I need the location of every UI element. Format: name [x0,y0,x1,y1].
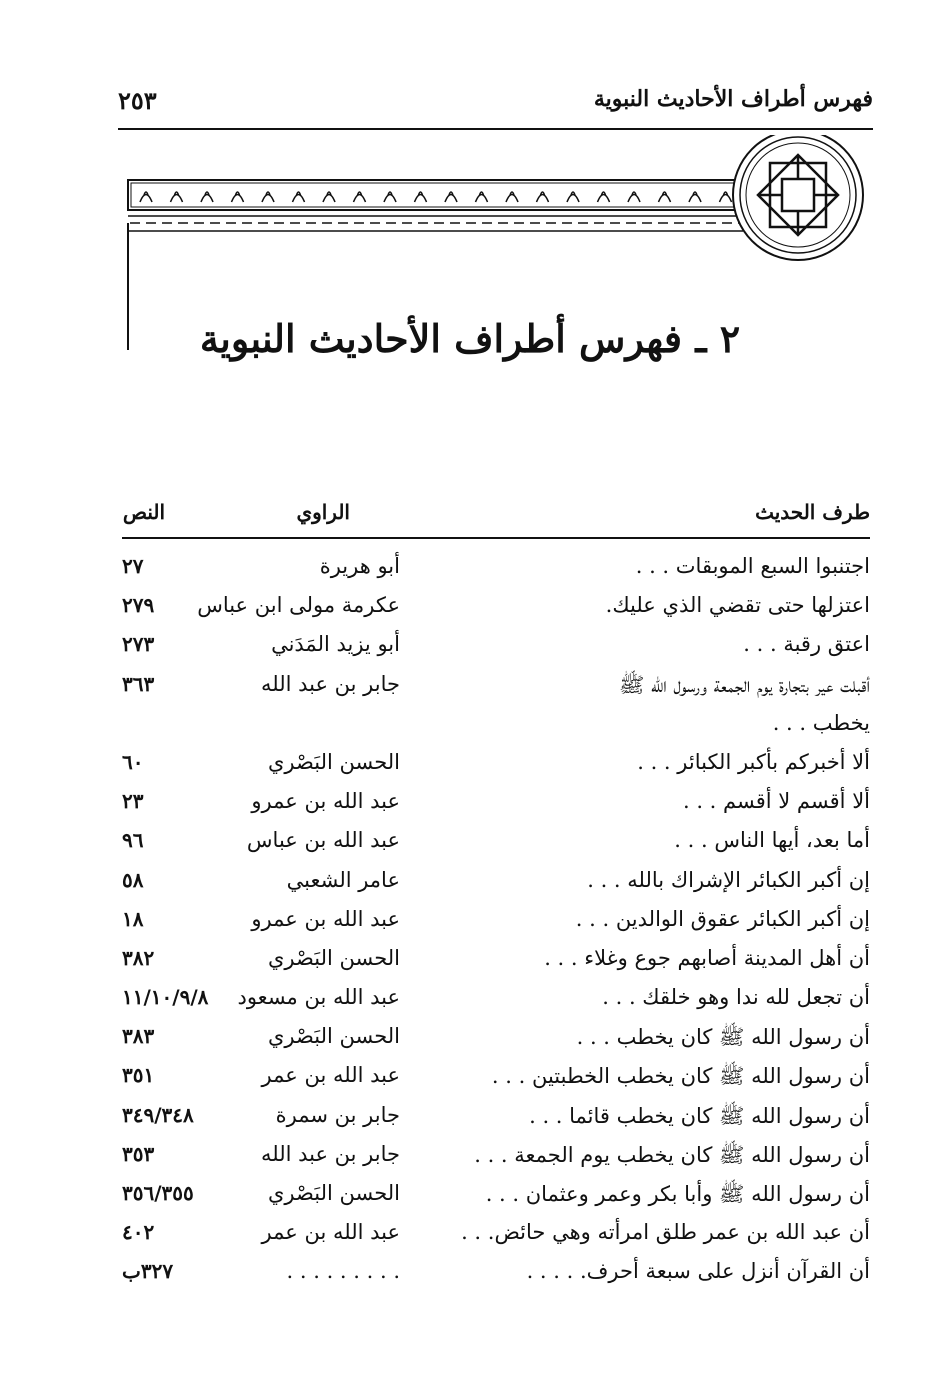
narrator: جابر بن سمرة [275,1102,400,1127]
flower-ornament [689,192,701,202]
flower-ornament [232,192,244,202]
table-row [122,901,870,940]
narrator: عكرمة مولى ابن عباس [197,593,400,618]
table-header-rule [122,537,870,539]
hadith-fragment: أن رسول الله ﷺ وأبا بكر وعمر وعثمان . . . [485,1182,870,1206]
table-row [122,1214,870,1253]
text-number: ٣٦٣ [122,671,155,696]
text-number: ٢٧٣ [122,632,155,657]
hadith-fragment: أن تجعل لله ندا وهو خلقك . . . [602,985,870,1010]
hadith-fragment: اعتزلها حتى تقضي الذي عليك. [605,593,870,618]
table-row [122,1175,870,1214]
hadith-fragment: أن رسول الله ﷺ كان يخطب قائما . . . [529,1103,870,1128]
table-row [122,979,870,1018]
text-number: ٢٧٩ [122,593,155,618]
flower-ornament [537,192,549,202]
narrator: أبو يزيد المَدَني [271,632,400,657]
narrator: الحسن البَصْري [268,749,400,774]
table-row [122,822,870,861]
flower-ornament [262,192,274,202]
table-row [122,626,870,665]
text-number: ٣٢٧ب [122,1259,174,1284]
text-number: ٤٠٢ [122,1220,155,1245]
hadith-fragment: إن أكبر الكبائر الإشراك بالله . . . [587,867,870,892]
table-row [122,666,870,705]
table-row [122,940,870,979]
table-row [122,1136,870,1175]
table-row [122,783,870,822]
running-head [118,86,873,122]
text-number: ٢٣ [122,789,144,814]
text-number: ١١/١٠/٩/٨ [122,985,209,1010]
narrator: أبو هريرة [319,554,400,578]
flower-ornament [140,192,152,202]
flower-ornament [384,192,396,202]
index-table [122,548,870,1293]
flower-ornament [201,192,213,202]
flower-ornament [323,192,335,202]
narrator: عبد الله بن عباس [246,828,400,853]
flower-ornament [171,192,183,202]
table-row [122,587,870,626]
text-number: ٣٥٣ [122,1141,155,1166]
table-row [122,1097,870,1136]
hadith-fragment: أن رسول الله ﷺ كان يخطب يوم الجمعة . . . [474,1142,870,1167]
flower-ornament [720,192,732,202]
text-number: ٣٨٢ [122,945,155,970]
text-number: ٢٧ [122,554,144,578]
hadith-fragment: إن أكبر الكبائر عقوق الوالدين . . . [575,906,870,931]
table-row [122,1057,870,1096]
text-number: ٣٤٩/٣٤٨ [122,1102,194,1127]
text-number: ٣٥١ [122,1063,155,1088]
table-row [122,548,870,587]
hadith-fragment: أن رسول الله ﷺ كان يخطب الخطبتين . . . [491,1064,870,1089]
flower-ornament [445,192,457,202]
narrator: الحسن البَصْري [268,1181,400,1205]
hadith-fragment: أقبلت عير بتجارة يوم الجمعة ورسول الله ﷺ [619,672,870,697]
flower-ornament [598,192,610,202]
flower-ornament [476,192,488,202]
flower-ornament [628,192,640,202]
text-number: ٣٥٦/٣٥٥ [122,1181,194,1205]
narrator: عبد الله بن عمرو [251,789,400,814]
text-number: ١٨ [122,906,144,931]
hadith-fragment: يخطب . . . [772,710,870,735]
narrator: عبد الله بن مسعود [237,985,400,1010]
flower-ornament [354,192,366,202]
column-header-number: النص [122,500,165,524]
chapter-title: ٢ ـ فهرس أطراف الأحاديث النبوية [199,316,741,361]
running-title: فهرس أطراف الأحاديث النبوية [593,86,873,112]
table-row [122,862,870,901]
narrator: جابر بن عبد الله [260,1141,400,1166]
hadith-fragment: أن عبد الله بن عمر طلق امرأته وهي حائض. . . [461,1220,870,1245]
table-row [122,705,870,744]
hadith-fragment: اعتق رقبة . . . [743,632,870,657]
hadith-fragment: أن القرآن أنزل على سبعة أحرف. . . . . [526,1259,870,1284]
table-row [122,1253,870,1292]
flower-ornament [293,192,305,202]
flower-ornament [506,192,518,202]
text-number: ٥٨ [122,867,144,892]
column-header-narrator: الراوي [296,500,350,524]
text-number: ٩٦ [122,828,144,853]
hadith-fragment: ألا أخبركم بأكبر الكبائر . . . [637,749,870,774]
table-row [122,744,870,783]
narrator: عبد الله بن عمر [261,1220,400,1245]
narrator: جابر بن عبد الله [260,671,400,696]
text-number: ٦٠ [122,749,144,774]
table-header [122,500,870,536]
page-number: ٢٥٣ [118,86,157,115]
hadith-fragment: ألا أقسم لا أقسم . . . [682,789,870,814]
table-row [122,1018,870,1057]
narrator: الحسن البَصْري [268,945,400,970]
header-rule [118,128,873,130]
flower-ornament [659,192,671,202]
narrator: . . . . . . . . . [286,1259,400,1284]
narrator: عبد الله بن عمر [261,1063,400,1088]
hadith-fragment: أما بعد، أيها الناس . . . [674,828,870,853]
narrator: عامر الشعبي [286,867,400,892]
narrator: الحسن البَصْري [268,1024,400,1049]
narrator: عبد الله بن عمرو [251,906,400,931]
column-header-hadith: طرف الحديث [755,500,870,524]
hadith-fragment: اجتنبوا السبع الموبقات . . . [635,554,870,578]
hadith-fragment: أن رسول الله ﷺ كان يخطب . . . [576,1025,870,1050]
flower-ornament [415,192,427,202]
flower-ornament [567,192,579,202]
text-number: ٣٨٣ [122,1024,155,1049]
hadith-fragment: أن أهل المدينة أصابهم جوع وغلاء . . . [544,945,870,970]
